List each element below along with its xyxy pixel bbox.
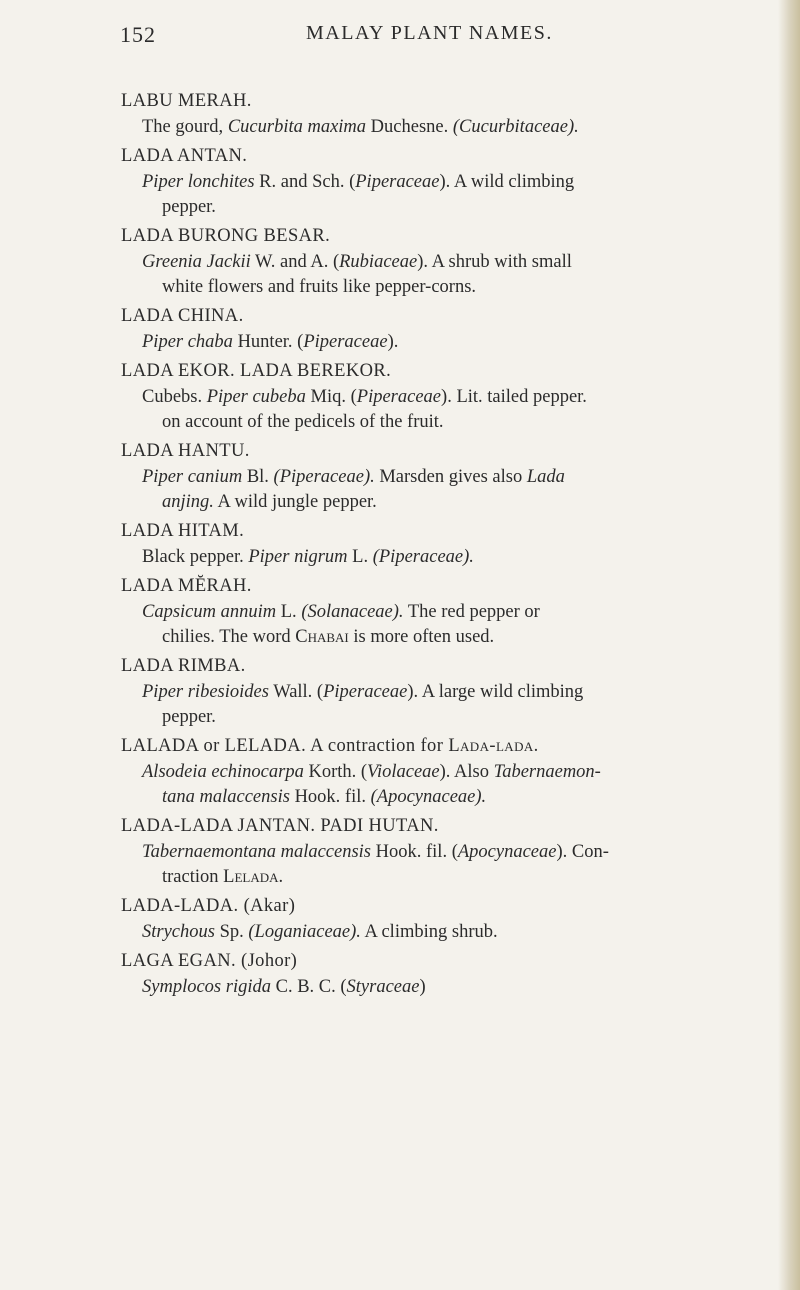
- entry-definition: Cubebs. Piper cubeba Miq. (Piperaceae). Lit. tailed pepper. on account of the pedicels of the fruit.: [142, 387, 587, 432]
- entry-lada-china: [121, 303, 761, 355]
- entry-definition: Piper canium Bl. (Piperaceae). Marsden gives also Lada anjing. A wild jungle pepper.: [142, 467, 565, 512]
- entry-headword: LADA ANTAN.: [121, 146, 248, 166]
- entry-headword: LADA-LADA JANTAN. PADI HUTAN.: [121, 816, 439, 836]
- entry-definition: Alsodeia echinocarpa Korth. (Violaceae). Also Tabernaemon- tana malaccensis Hook. fil. (Apocynaceae).: [142, 762, 601, 807]
- entry-definition: Capsicum annuim L. (Solanaceae). The red pepper or chilies. The word Chabai is more often used.: [142, 602, 540, 647]
- entry-lalada: [121, 733, 761, 810]
- entry-lada-lada-jantan: [121, 813, 761, 890]
- entry-definition: Piper lonchites R. and Sch. (Piperaceae). A wild climbing pepper.: [142, 172, 575, 217]
- entry-laga-egan: [121, 948, 761, 1000]
- page-number: 152: [120, 22, 156, 47]
- entry-headword: LADA MĔRAH.: [121, 576, 252, 596]
- entry-lada-hantu: [121, 438, 761, 515]
- page-edge-shadow: [778, 0, 800, 1290]
- entry-definition: Piper ribesioides Wall. (Piperaceae). A large wild climbing pepper.: [142, 682, 584, 727]
- entry-lada-ekor: [121, 358, 761, 435]
- page-header: [0, 22, 800, 62]
- entry-definition: Symplocos rigida C. B. C. (Styraceae): [142, 977, 426, 997]
- entry-definition: Tabernaemontana malaccensis Hook. fil. (Apocynaceae). Con- traction Lelada.: [142, 842, 609, 887]
- entry-definition: Black pepper. Piper nigrum L. (Piperaceae).: [142, 547, 474, 567]
- entry-lada-rimba: [121, 653, 761, 730]
- entry-lada-antan: [121, 143, 761, 220]
- entry-headword: LAGA EGAN. (Johor): [121, 951, 298, 971]
- entry-lada-lada-akar: [121, 893, 761, 945]
- entry-definition: The gourd, Cucurbita maxima Duchesne. (Cucurbitaceae).: [142, 117, 579, 137]
- entry-definition: Piper chaba Hunter. (Piperaceae).: [142, 332, 399, 352]
- entry-headword: LADA EKOR. LADA BEREKOR.: [121, 361, 392, 381]
- entry-lada-burong-besar: [121, 223, 761, 300]
- running-head: MALAY PLANT NAMES.: [306, 22, 553, 44]
- entry-headword: LABU MERAH.: [121, 91, 252, 111]
- entry-headword: LADA HANTU.: [121, 441, 250, 461]
- entry-headword: LADA HITAM.: [121, 521, 245, 541]
- entry-lada-merah: [121, 573, 761, 650]
- entry-lada-hitam: [121, 518, 761, 570]
- entry-headword: LALADA or LELADA. A contraction for Lada-lada.: [121, 736, 539, 756]
- entry-headword: LADA CHINA.: [121, 306, 244, 326]
- entry-definition: Strychous Sp. (Loganiaceae). A climbing shrub.: [142, 922, 498, 942]
- glossary-entries: [121, 88, 761, 1003]
- entry-headword: LADA-LADA. (Akar): [121, 896, 296, 916]
- entry-headword: LADA BURONG BESAR.: [121, 226, 331, 246]
- entry-labu-merah: [121, 88, 761, 140]
- entry-definition: Greenia Jackii W. and A. (Rubiaceae). A shrub with small white flowers and fruits like pepper-corns.: [142, 252, 572, 297]
- entry-headword: LADA RIMBA.: [121, 656, 246, 676]
